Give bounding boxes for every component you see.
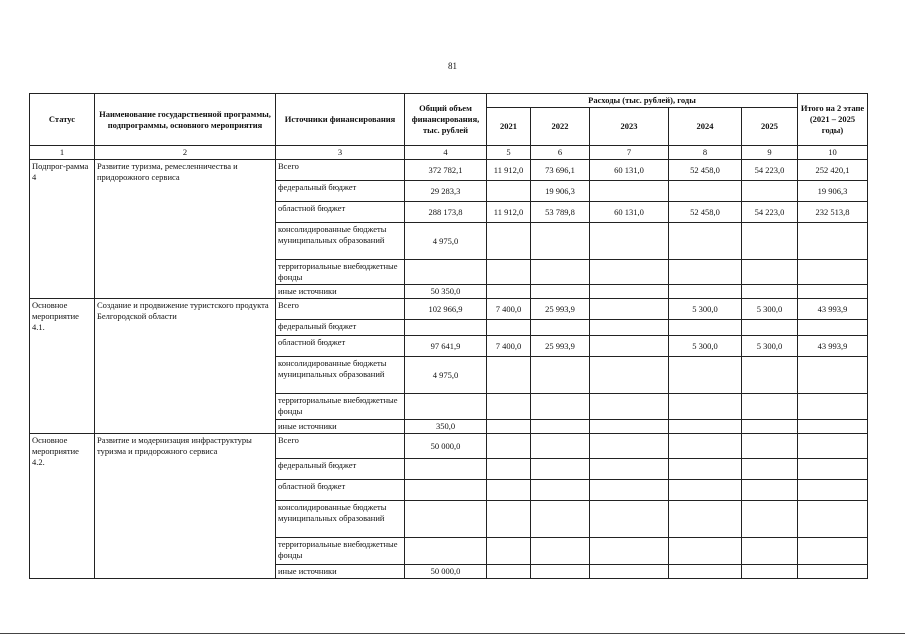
year-2025-cell [742, 480, 798, 501]
year-2023-cell [590, 538, 669, 565]
year-2021-cell [487, 223, 531, 260]
year-2021-cell [487, 501, 531, 538]
year-2025-cell [742, 394, 798, 420]
year-2022-cell [531, 285, 590, 299]
total-volume-cell: 350,0 [405, 420, 487, 434]
year-2024-cell [669, 565, 742, 579]
status-cell: Подпрог-рамма 4 [30, 160, 95, 299]
source-cell: Всего [276, 160, 405, 181]
year-2022-cell [531, 260, 590, 285]
stage-total-cell [798, 538, 868, 565]
total-volume-cell: 288 173,8 [405, 202, 487, 223]
source-cell: консолидированные бюджеты муниципальных образований [276, 357, 405, 394]
table-header [30, 94, 868, 160]
year-2021-cell [487, 434, 531, 459]
source-cell: консолидированные бюджеты муниципальных образований [276, 223, 405, 260]
year-2022-cell [531, 434, 590, 459]
year-2021-cell: 7 400,0 [487, 336, 531, 357]
year-2022-cell [531, 565, 590, 579]
year-2021-cell [487, 480, 531, 501]
source-cell: территориальные внебюджетные фонды [276, 538, 405, 565]
total-volume-cell: 29 283,3 [405, 181, 487, 202]
year-2024-cell [669, 459, 742, 480]
year-2021-cell [487, 459, 531, 480]
total-volume-cell [405, 394, 487, 420]
stage-total-cell [798, 480, 868, 501]
year-2024-cell [669, 357, 742, 394]
year-2023-cell [590, 394, 669, 420]
year-2023-cell: 60 131,0 [590, 160, 669, 181]
year-2025-cell [742, 357, 798, 394]
year-2022-cell [531, 459, 590, 480]
total-volume-cell: 372 782,1 [405, 160, 487, 181]
table-row [30, 299, 868, 320]
year-2022-cell [531, 320, 590, 336]
year-2021-cell: 11 912,0 [487, 202, 531, 223]
year-2022-cell [531, 420, 590, 434]
year-2024-cell [669, 181, 742, 202]
column-number: 8 [669, 146, 742, 160]
column-number: 5 [487, 146, 531, 160]
year-2024-cell [669, 223, 742, 260]
year-2022-cell [531, 538, 590, 565]
stage-total-cell [798, 260, 868, 285]
year-2023-cell [590, 320, 669, 336]
stage-total-cell: 232 513,8 [798, 202, 868, 223]
table-row [30, 160, 868, 181]
year-2025-cell [742, 420, 798, 434]
stage-total-cell [798, 357, 868, 394]
column-number: 7 [590, 146, 669, 160]
year-2022-cell [531, 223, 590, 260]
source-cell: федеральный бюджет [276, 459, 405, 480]
total-volume-cell: 4 975,0 [405, 223, 487, 260]
stage-total-cell [798, 459, 868, 480]
header-status: Статус [30, 94, 95, 146]
header-year: 2025 [742, 108, 798, 146]
year-2023-cell [590, 357, 669, 394]
table-row [30, 434, 868, 459]
year-2023-cell [590, 299, 669, 320]
year-2024-cell [669, 434, 742, 459]
total-volume-cell: 97 641,9 [405, 336, 487, 357]
source-cell: консолидированные бюджеты муниципальных образований [276, 501, 405, 538]
stage-total-cell [798, 565, 868, 579]
total-volume-cell [405, 480, 487, 501]
source-cell: Всего [276, 434, 405, 459]
year-2021-cell [487, 181, 531, 202]
year-2025-cell [742, 538, 798, 565]
column-number: 10 [798, 146, 868, 160]
header-year: 2024 [669, 108, 742, 146]
year-2024-cell: 5 300,0 [669, 299, 742, 320]
year-2021-cell [487, 394, 531, 420]
year-2024-cell: 5 300,0 [669, 336, 742, 357]
total-volume-cell [405, 320, 487, 336]
source-cell: территориальные внебюджетные фонды [276, 260, 405, 285]
year-2025-cell [742, 260, 798, 285]
year-2022-cell [531, 501, 590, 538]
total-volume-cell: 4 975,0 [405, 357, 487, 394]
year-2021-cell: 11 912,0 [487, 160, 531, 181]
column-number: 1 [30, 146, 95, 160]
stage-total-cell: 19 906,3 [798, 181, 868, 202]
year-2022-cell: 25 993,9 [531, 299, 590, 320]
year-2023-cell [590, 459, 669, 480]
column-number: 4 [405, 146, 487, 160]
stage-total-cell [798, 223, 868, 260]
year-2021-cell: 7 400,0 [487, 299, 531, 320]
year-2021-cell [487, 565, 531, 579]
year-2025-cell [742, 459, 798, 480]
header-stage-total: Итого на 2 этапе (2021 – 2025 годы) [798, 94, 868, 146]
header-expenses: Расходы (тыс. рублей), годы [487, 94, 798, 108]
year-2023-cell [590, 336, 669, 357]
header-year: 2021 [487, 108, 531, 146]
source-cell: иные источники [276, 565, 405, 579]
year-2023-cell [590, 480, 669, 501]
stage-total-cell [798, 285, 868, 299]
column-number: 6 [531, 146, 590, 160]
column-number-row [30, 146, 868, 160]
year-2023-cell [590, 181, 669, 202]
year-2024-cell [669, 480, 742, 501]
year-2025-cell: 54 223,0 [742, 202, 798, 223]
year-2021-cell [487, 285, 531, 299]
year-2024-cell [669, 394, 742, 420]
year-2023-cell: 60 131,0 [590, 202, 669, 223]
source-cell: областной бюджет [276, 202, 405, 223]
column-number: 3 [276, 146, 405, 160]
year-2024-cell [669, 538, 742, 565]
stage-total-cell [798, 434, 868, 459]
year-2025-cell: 5 300,0 [742, 336, 798, 357]
source-cell: иные источники [276, 420, 405, 434]
program-name-cell: Развитие туризма, ремесленничества и придорожного сервиса [95, 160, 276, 299]
year-2021-cell [487, 420, 531, 434]
year-2021-cell [487, 260, 531, 285]
source-cell: федеральный бюджет [276, 181, 405, 202]
year-2023-cell [590, 434, 669, 459]
year-2024-cell [669, 285, 742, 299]
total-volume-cell: 102 966,9 [405, 299, 487, 320]
year-2025-cell [742, 434, 798, 459]
year-2025-cell: 54 223,0 [742, 160, 798, 181]
source-cell: областной бюджет [276, 480, 405, 501]
year-2023-cell [590, 223, 669, 260]
year-2025-cell: 5 300,0 [742, 299, 798, 320]
total-volume-cell [405, 260, 487, 285]
program-name-cell: Создание и продвижение туристского продукта Белгородской области [95, 299, 276, 434]
header-year: 2022 [531, 108, 590, 146]
year-2022-cell [531, 394, 590, 420]
year-2021-cell [487, 357, 531, 394]
year-2025-cell [742, 565, 798, 579]
stage-total-cell [798, 394, 868, 420]
year-2022-cell [531, 357, 590, 394]
year-2024-cell: 52 458,0 [669, 202, 742, 223]
stage-total-cell: 252 420,1 [798, 160, 868, 181]
year-2022-cell: 19 906,3 [531, 181, 590, 202]
total-volume-cell: 50 000,0 [405, 565, 487, 579]
page-number: 81 [448, 61, 457, 71]
source-cell: Всего [276, 299, 405, 320]
stage-total-cell [798, 420, 868, 434]
stage-total-cell [798, 501, 868, 538]
source-cell: иные источники [276, 285, 405, 299]
year-2025-cell [742, 320, 798, 336]
column-number: 2 [95, 146, 276, 160]
year-2023-cell [590, 501, 669, 538]
table-body [30, 160, 868, 579]
year-2023-cell [590, 260, 669, 285]
budget-table [29, 93, 868, 579]
total-volume-cell: 50 000,0 [405, 434, 487, 459]
year-2021-cell [487, 538, 531, 565]
year-2024-cell [669, 260, 742, 285]
stage-total-cell: 43 993,9 [798, 299, 868, 320]
header-program: Наименование государственной программы, подпрограммы, основного мероприятия [95, 94, 276, 146]
year-2022-cell [531, 480, 590, 501]
status-cell: Основное мероприятие 4.2. [30, 434, 95, 579]
status-cell: Основное мероприятие 4.1. [30, 299, 95, 434]
column-number: 9 [742, 146, 798, 160]
total-volume-cell [405, 459, 487, 480]
year-2022-cell: 53 789,8 [531, 202, 590, 223]
year-2022-cell: 73 696,1 [531, 160, 590, 181]
year-2024-cell [669, 501, 742, 538]
total-volume-cell: 50 350,0 [405, 285, 487, 299]
total-volume-cell [405, 501, 487, 538]
year-2024-cell [669, 420, 742, 434]
year-2023-cell [590, 285, 669, 299]
source-cell: областной бюджет [276, 336, 405, 357]
stage-total-cell [798, 320, 868, 336]
header-total-volume: Общий объем финансирования, тыс. рублей [405, 94, 487, 146]
page-bottom-rule [0, 633, 905, 634]
year-2023-cell [590, 565, 669, 579]
year-2025-cell [742, 501, 798, 538]
header-year: 2023 [590, 108, 669, 146]
year-2025-cell [742, 223, 798, 260]
year-2025-cell [742, 181, 798, 202]
year-2023-cell [590, 420, 669, 434]
stage-total-cell: 43 993,9 [798, 336, 868, 357]
total-volume-cell [405, 538, 487, 565]
source-cell: территориальные внебюджетные фонды [276, 394, 405, 420]
source-cell: федеральный бюджет [276, 320, 405, 336]
year-2021-cell [487, 320, 531, 336]
year-2024-cell: 52 458,0 [669, 160, 742, 181]
year-2025-cell [742, 285, 798, 299]
year-2022-cell: 25 993,9 [531, 336, 590, 357]
header-sources: Источники финансирования [276, 94, 405, 146]
year-2024-cell [669, 320, 742, 336]
program-name-cell: Развитие и модернизация инфраструктуры туризма и придорожного сервиса [95, 434, 276, 579]
